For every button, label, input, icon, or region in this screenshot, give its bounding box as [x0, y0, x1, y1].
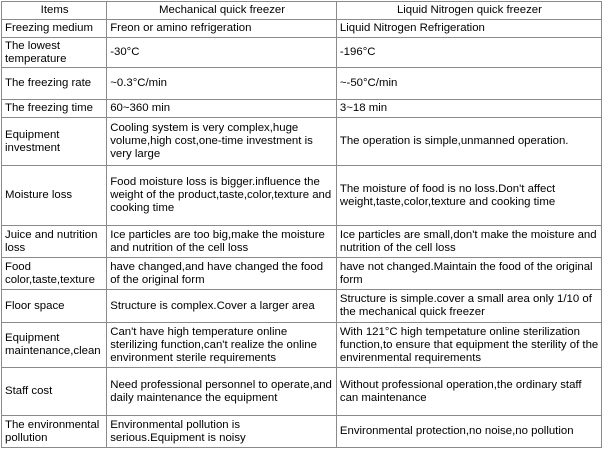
row-mechanical: Food moisture loss is bigger.influence the weight of the product,taste,color,texture and cooking time	[107, 166, 337, 226]
row-item: Equipment maintenance,clean	[2, 323, 107, 368]
table-row	[2, 416, 602, 448]
header-mechanical: Mechanical quick freezer	[107, 2, 337, 20]
row-item: Moisture loss	[2, 166, 107, 226]
comparison-table	[1, 1, 602, 448]
table-row	[2, 290, 602, 323]
row-item: Floor space	[2, 290, 107, 323]
table-row	[2, 100, 602, 118]
table-row	[2, 226, 602, 258]
table-row	[2, 20, 602, 38]
row-nitrogen: With 121°C high tempetature online sterilization function,to ensure that equipment the sterility of the envirenmental requirements	[336, 323, 601, 368]
header-nitrogen: Liquid Nitrogen quick freezer	[336, 2, 601, 20]
row-nitrogen: ~-50°C/min	[336, 68, 601, 100]
row-nitrogen: 3~18 min	[336, 100, 601, 118]
row-mechanical: Cooling system is very complex,huge volume,high cost,one-time investment is very large	[107, 118, 337, 166]
row-nitrogen: -196°C	[336, 38, 601, 68]
row-item: The environmental pollution	[2, 416, 107, 448]
row-mechanical: Need professional personnel to operate,and daily maintenance the equipment	[107, 368, 337, 416]
row-mechanical: Freon or amino refrigeration	[107, 20, 337, 38]
row-nitrogen: Ice particles are small,don't make the moisture and nutrition of the cell loss	[336, 226, 601, 258]
row-nitrogen: have not changed.Maintain the food of the original form	[336, 258, 601, 290]
row-mechanical: 60~360 min	[107, 100, 337, 118]
header-items: Items	[2, 2, 107, 20]
row-item: Food color,taste,texture	[2, 258, 107, 290]
row-nitrogen: Environmental protection,no noise,no pollution	[336, 416, 601, 448]
table-row	[2, 38, 602, 68]
row-nitrogen: Structure is simple.cover a small area only 1/10 of the mechanical quick freezer	[336, 290, 601, 323]
row-mechanical: Ice particles are too big,make the moisture and nutrition of the cell loss	[107, 226, 337, 258]
table-row	[2, 323, 602, 368]
row-mechanical: Structure is complex.Cover a larger area	[107, 290, 337, 323]
row-mechanical: Environmental pollution is serious.Equipment is noisy	[107, 416, 337, 448]
row-item: The freezing rate	[2, 68, 107, 100]
row-nitrogen: Without professional operation,the ordinary staff can maintenance	[336, 368, 601, 416]
row-mechanical: Can't have high temperature online sterilizing function,can't realize the online environment sterile requirements	[107, 323, 337, 368]
row-item: The lowest temperature	[2, 38, 107, 68]
table-row	[2, 118, 602, 166]
table-row	[2, 166, 602, 226]
row-nitrogen: The operation is simple,unmanned operation.	[336, 118, 601, 166]
table-row	[2, 68, 602, 100]
row-mechanical: have changed,and have changed the food of the original form	[107, 258, 337, 290]
row-mechanical: ~0.3°C/min	[107, 68, 337, 100]
row-item: Freezing medium	[2, 20, 107, 38]
header-row	[2, 2, 602, 20]
table-row	[2, 258, 602, 290]
row-item: Staff cost	[2, 368, 107, 416]
row-nitrogen: The moisture of food is no loss.Don't affect weight,taste,color,texture and cooking time	[336, 166, 601, 226]
row-mechanical: -30°C	[107, 38, 337, 68]
row-item: The freezing time	[2, 100, 107, 118]
row-item: Equipment investment	[2, 118, 107, 166]
row-nitrogen: Liquid Nitrogen Refrigeration	[336, 20, 601, 38]
row-item: Juice and nutrition loss	[2, 226, 107, 258]
table-row	[2, 368, 602, 416]
